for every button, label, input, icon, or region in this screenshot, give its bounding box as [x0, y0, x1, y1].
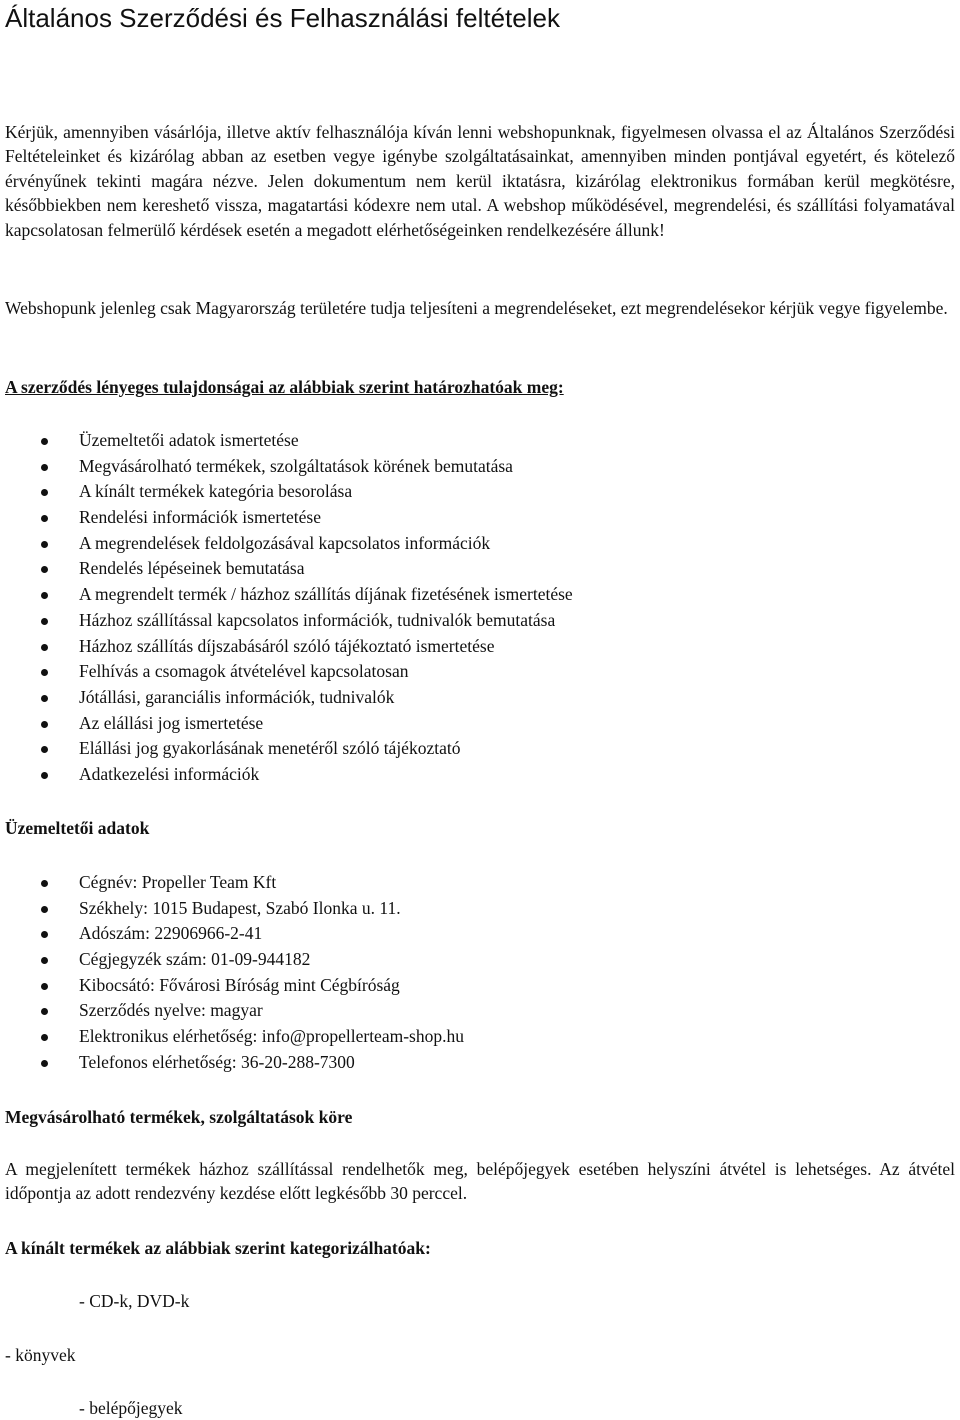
territory-paragraph: Webshopunk jelenleg csak Magyarország területére tudja teljesíteni a megrendeléseket, ezt megrendelésekor kérjük vegye figyelembe. [5, 298, 948, 318]
bullet-icon [41, 566, 48, 573]
bullet-icon [41, 906, 48, 913]
bullet-icon [41, 438, 48, 445]
bullet-icon [41, 983, 48, 990]
category-item: - CD-k, DVD-k [79, 1291, 190, 1311]
products-paragraph: A megjelenített termékek házhoz szállítással rendelhetők meg, belépőjegyek esetében helyszíni átvétel is lehetséges. Az átvétel időpontja az adott rendezvény kezdése előtt legkésőbb 30 perccel. [5, 1159, 955, 1203]
bullet-icon [41, 541, 48, 548]
intro-paragraph: Kérjük, amennyiben vásárlója, illetve aktív felhasználója kíván lenni webshopunknak, figyelmesen olvassa el az Általános Szerződési Feltételeinket és kizárólag abban az esetben vegye igénybe szolgáltatásainkat, amennyiben minden pontjával egyetért, és kötelező érvényűnek tekinti magára nézve. Jelen dokumentum nem kerül iktatásra, kizárólag elektronikus formában kerül megkötésre, későbbiekben nem kereshető vissza, magatartási kódexre nem utal. A webshop működésével, megrendelési, és szállítási folyamatával kapcsolatosan felmerülő kérdések esetén a megadott elérhetőségeinken rendelkezésére állunk! [5, 122, 955, 240]
operator-heading: Üzemeltetői adatok [5, 818, 150, 838]
bullet-icon [41, 464, 48, 471]
bullet-icon [41, 746, 48, 753]
document-title: Általános Szerződési és Felhasználási feltételek [5, 3, 560, 33]
bullet-icon [41, 618, 48, 625]
properties-heading [5, 375, 564, 399]
bullet-icon [41, 669, 48, 676]
terms-document: Általános Szerződési és Felhasználási feltételek Kérjük, amennyiben vásárlója, illetve aktív felhasználója kíván lenni webshopunknak, figyelmesen olvassa el az Általános Szerződési Feltételeinket és kizárólag abban az esetben vegye igénybe szolgáltatásainkat, amennyiben minden pontjával egyetért, és kötelező érvényűnek tekinti magára nézve. Jelen dokumentum nem kerül iktatásra, kizárólag elektronikus formában kerül megkötésre, későbbiekben nem kereshető vissza, magatartási kódexre nem utal. A webshop működésével, megrendelési, és szállítási folyamatával kapcsolatosan felmerülő kérdések esetén a megadott elérhetőségeinken rendelkezésére állunk! Webshopunk jelenleg csak Magyarország területére tudja teljesíteni a megrendeléseket, ezt megrendelésekor kérjük vegye figyelembe. A szerződés lényeges tulajdonságai az alábbiak szerint határozhatóak meg: Üzemeltetői adatok ismertetése Megvásárolható termékek, szolgáltatások körének bemutatása A kínált termékek kategória besorolása Rendelési információk ismertetése A megrendelések feldolgozásával kapcsolatos információk Rendelés lépéseinek bemutatása A megrendelt termék / házhoz szállítás díjának fizetésének ismertetése Házhoz szállítással kapcsolatos információk, tudnivalók bemutatása Házhoz szállítás díjszabásáról szóló tájékoztató ismertetése Felhívás a csomagok átvételével kapcsolatosan Jótállási, garanciális információk, tudnivalók Az elállási jog ismertetése Elállási jog gyakorlásának menetéről szóló tájékoztató Adatkezelési információk Üzemeltetői adatok Cégnév: Propeller Team Kft Székhely: 1015 Budapest, Szabó Ilonka u. 11. Adószám: 22906966-2-41 Cégjegyzék szám: 01-09-944182 Kibocsátó: Fővárosi Bíróság mint Cégbíróság Szerződés nyelve: magyar Elektronikus elérhetőség: info@propellerteam-shop.hu Telefonos elérhetőség: 36-20-288-7300 Megvásárolható termékek, szolgáltatások köre A megjelenített termékek házhoz szállítással rendelhetők meg, belépőjegyek esetében helyszíni átvétel is lehetséges. Az átvétel időpontja az adott rendezvény kezdése előtt legkésőbb 30 perccel. A kínált termékek az alábbiak szerint kategorizálhatóak: - CD-k, DVD-k - könyvek - belépőjegyek [5, 3, 955, 1418]
categories-heading: A kínált termékek az alábbiak szerint kategorizálhatóak: [5, 1238, 431, 1258]
bullet-icon [41, 721, 48, 728]
bullet-icon [41, 880, 48, 887]
properties-heading-text: A szerződés lényeges tulajdonságai az alábbiak szerint határozhatóak meg: [5, 377, 564, 397]
category-item: - belépőjegyek [79, 1398, 183, 1418]
products-heading: Megvásárolható termékek, szolgáltatások köre [5, 1107, 353, 1127]
bullet-icon [41, 592, 48, 599]
bullet-icon [41, 772, 48, 779]
bullet-icon [41, 1008, 48, 1015]
bullet-icon [41, 644, 48, 651]
bullet-icon [41, 489, 48, 496]
bullet-icon [41, 695, 48, 702]
category-item: - könyvek [5, 1345, 76, 1365]
bullet-icon [41, 515, 48, 522]
bullet-icon [41, 957, 48, 964]
bullet-icon [41, 1060, 48, 1067]
bullet-icon [41, 1034, 48, 1041]
bullet-icon [41, 931, 48, 938]
